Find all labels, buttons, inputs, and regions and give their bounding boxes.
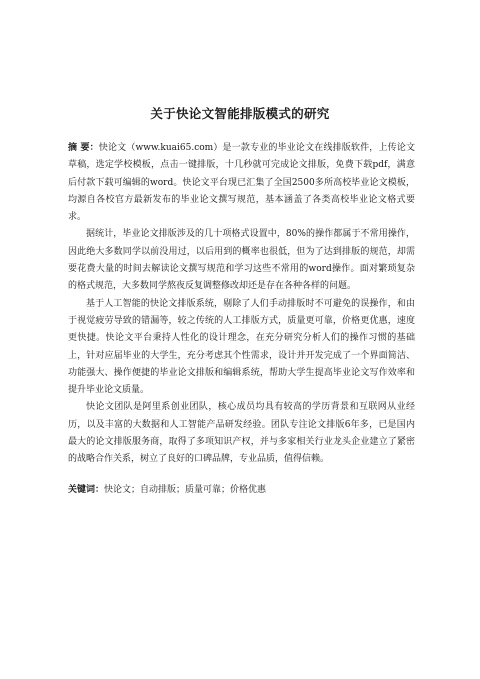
body-paragraph-3: 快论文团队是阿里系创业团队，核心成员均具有较高的学历背景和互联网从业经历，以及丰富的大数据和人工智能产品研发经验。团队专注论文排版6年多，已是国内最大的论文排版服务商，取得了多项知识产权，并与多家相关行业龙头企业建立了紧密的战略合作关系，树立了良好的口碑品牌，专业品质，值得信赖。 (68, 402, 415, 465)
keywords-text: 快论文；自动排版；质量可靠；价格优惠 (104, 484, 267, 495)
keywords-label: 关键词： (68, 484, 105, 495)
body-paragraph-1: 据统计，毕业论文排版涉及的几十项格式设置中，80%的操作都属于不常用操作，因此绝大多数同学以前没用过，以后用到的概率也很低，但为了达到排版的规范，却需要花费大量的时间去解读论文撰写规范和学习这些不常用的word操作。面对繁琐复杂的格式规范，大多数同学熬夜反复调整修改却还是存在各种各样的问题。 (68, 229, 415, 292)
body-paragraph-2: 基于人工智能的快论文排版系统，剔除了人们手动排版时不可避免的误操作，和由于视觉疲劳导致的错漏等，较之传统的人工排版方式，质量更可靠，价格更优惠，速度更快捷。快论文平台秉持人性化的设计理念，在充分研究分析人们的操作习惯的基础上，针对应届毕业的大学生，充分考虑其个性需求，设计并开发完成了一个界面简洁、功能强大、操作便捷的毕业论文排版和编辑系统，帮助大学生提高毕业论文写作效率和提升毕业论文质量。 (68, 298, 415, 396)
keywords (68, 482, 415, 499)
paper-body (68, 140, 415, 499)
abstract (68, 140, 415, 226)
abstract-label: 摘 要： (68, 143, 99, 153)
abstract-text: 快论文（www.kuai65.com）是一款专业的毕业论文在线排版软件，上传论文草稿，选定学校模板，点击一键排版，十几秒就可完成论文排版，免费下载pdf，满意后付款下载可编辑的word。快论文平台现已汇集了全国2500多所高校毕业论文模板，均源自各校官方最新发布的毕业论文撰写规范，基本涵盖了各类高校毕业论文格式要求。 (68, 143, 415, 223)
paper-title: 关于快论文智能排版模式的研究 (150, 106, 330, 121)
